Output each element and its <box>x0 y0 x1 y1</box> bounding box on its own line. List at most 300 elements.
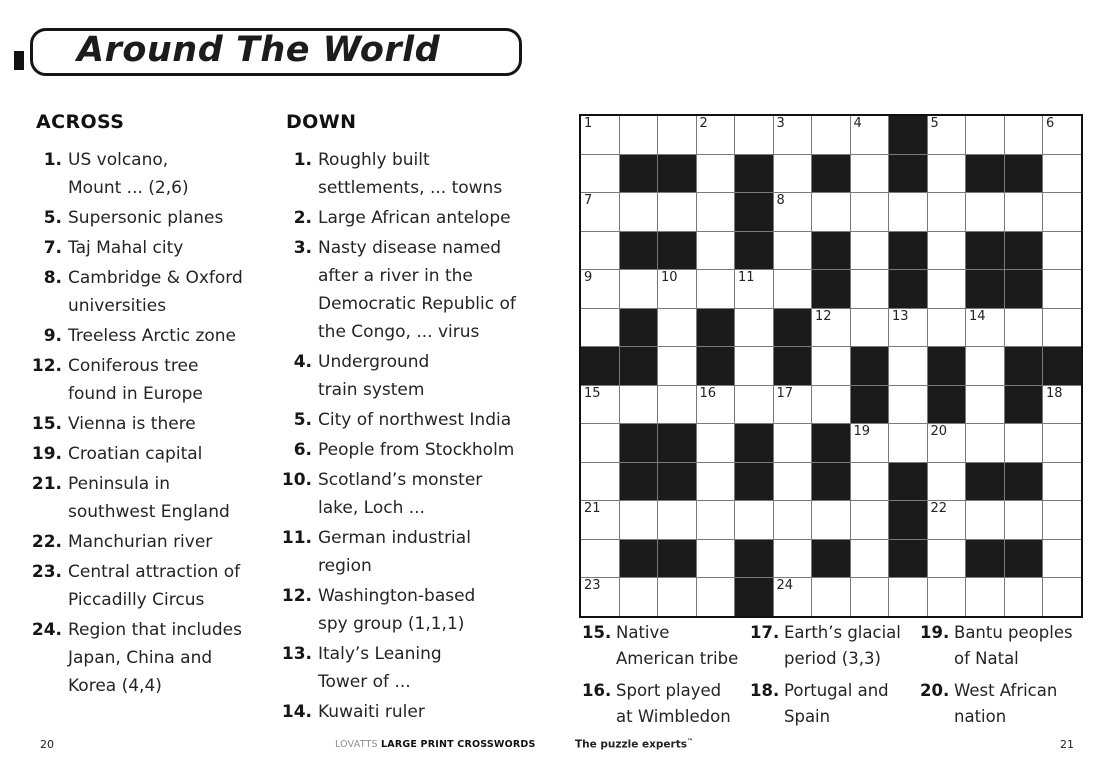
grid-cell-black <box>620 155 658 193</box>
grid-cell[interactable] <box>851 155 889 193</box>
grid-cell[interactable] <box>697 270 735 308</box>
grid-cell-black <box>581 347 619 385</box>
cell-number: 5 <box>930 116 939 131</box>
clue <box>278 234 540 346</box>
grid-cell[interactable] <box>581 155 619 193</box>
imprint <box>335 739 536 750</box>
grid-cell[interactable] <box>928 578 966 616</box>
grid-cell[interactable] <box>774 193 812 231</box>
clue-number: 15. <box>582 623 612 642</box>
grid-cell[interactable] <box>658 309 696 347</box>
grid-cell[interactable] <box>697 501 735 539</box>
clue-number: 12. <box>281 586 312 606</box>
grid-cell-black <box>774 309 812 347</box>
grid-cell[interactable] <box>966 424 1004 462</box>
grid-cell-black <box>851 347 889 385</box>
clue-number: 5. <box>43 208 62 228</box>
cell-number: 19 <box>853 424 871 439</box>
grid-cell-black <box>735 463 773 501</box>
grid-cell-black <box>812 424 850 462</box>
grid-cell[interactable] <box>1043 116 1081 154</box>
cell-number: 12 <box>815 308 832 324</box>
grid-cell[interactable] <box>889 578 927 616</box>
clue-text: Bantu peoples of Natal <box>954 623 1073 668</box>
grid-cell[interactable] <box>1005 501 1043 539</box>
clue-text: Treeless Arctic zone <box>68 326 237 346</box>
grid-cell[interactable] <box>966 578 1004 616</box>
clue-text: Vienna is there <box>68 414 196 434</box>
clue-number: 17. <box>750 623 780 642</box>
grid-cell[interactable] <box>581 463 619 501</box>
down-continued-column-2 <box>750 620 920 736</box>
grid-cell[interactable] <box>658 347 696 385</box>
grid-cell[interactable] <box>928 193 966 231</box>
grid-cell[interactable] <box>1043 193 1081 231</box>
grid-cell[interactable] <box>851 424 889 462</box>
cell-number: 4 <box>853 116 862 131</box>
clue-number: 1. <box>293 150 312 170</box>
grid-cell[interactable] <box>1043 386 1081 424</box>
grid-cell[interactable] <box>889 309 927 347</box>
grid-cell-black <box>620 424 658 462</box>
down-continued-column-3 <box>920 620 1105 736</box>
grid-cell[interactable] <box>1043 578 1081 616</box>
grid-cell[interactable] <box>812 193 850 231</box>
clue-text: Taj Mahal city <box>68 238 184 258</box>
clue <box>920 678 1105 730</box>
clue <box>278 406 540 434</box>
cell-number: 3 <box>776 116 785 131</box>
grid-cell[interactable] <box>581 309 619 347</box>
grid-cell[interactable] <box>774 116 812 154</box>
clue <box>278 524 540 580</box>
grid-cell-black <box>735 155 773 193</box>
grid-cell[interactable] <box>928 540 966 578</box>
clue-text: Native American tribe <box>616 623 739 668</box>
clue-text: Underground train system <box>318 352 430 400</box>
grid-cell[interactable] <box>889 347 927 385</box>
grid-cell[interactable] <box>735 501 773 539</box>
clue <box>750 620 920 672</box>
grid-cell-black <box>928 386 966 424</box>
imprint-series: LARGE PRINT CROSSWORDS <box>381 739 536 750</box>
grid-cell[interactable] <box>658 193 696 231</box>
clue <box>28 470 278 526</box>
grid-cell[interactable] <box>966 347 1004 385</box>
clue-text: West African nation <box>954 681 1058 726</box>
grid-cell-black <box>812 155 850 193</box>
cell-number: 22 <box>930 501 948 516</box>
grid-cell[interactable] <box>581 540 619 578</box>
cell-number: 14 <box>969 308 986 324</box>
clue-text: People from Stockholm <box>318 440 515 460</box>
grid-cell[interactable] <box>1043 540 1081 578</box>
clue-number: 5. <box>293 410 312 430</box>
grid-cell[interactable] <box>1005 116 1043 154</box>
grid-cell[interactable] <box>774 463 812 501</box>
clue <box>278 582 540 638</box>
clue-number: 23. <box>31 562 62 582</box>
grid-cell-black <box>889 501 927 539</box>
clue-text: Peninsula in southwest England <box>68 474 230 522</box>
grid-cell[interactable] <box>812 386 850 424</box>
clue-text: Washington-based spy group (1,1,1) <box>318 586 476 634</box>
grid-cell-black <box>1005 386 1043 424</box>
clue-text: Italy’s Leaning Tower of ... <box>318 644 442 692</box>
imprint-brand: LOVATTS <box>335 739 378 750</box>
grid-cell[interactable] <box>658 270 696 308</box>
grid-cell[interactable] <box>774 270 812 308</box>
grid-cell[interactable] <box>581 193 619 231</box>
clue <box>278 640 540 696</box>
page-number-left: 20 <box>40 738 54 751</box>
cell-number: 8 <box>776 193 785 208</box>
grid-cell-black <box>697 347 735 385</box>
grid-cell-black <box>697 309 735 347</box>
grid-cell-black <box>735 424 773 462</box>
grid-cell[interactable] <box>581 501 619 539</box>
grid-cell[interactable] <box>1043 309 1081 347</box>
clue-number: 9. <box>43 326 62 346</box>
clue-number: 11. <box>281 528 312 548</box>
grid-cell[interactable] <box>1043 270 1081 308</box>
grid-cell[interactable] <box>581 386 619 424</box>
grid-cell-black <box>889 155 927 193</box>
cell-number: 17 <box>776 385 794 401</box>
grid-cell-black <box>889 540 927 578</box>
grid-cell[interactable] <box>1005 424 1043 462</box>
grid-cell-black <box>658 424 696 462</box>
grid-cell-black <box>658 155 696 193</box>
grid-cell-black <box>812 540 850 578</box>
grid-cell-black <box>658 540 696 578</box>
grid-cell-black <box>735 193 773 231</box>
grid-cell[interactable] <box>966 501 1004 539</box>
cell-number: 10 <box>661 270 678 285</box>
clue <box>278 348 540 404</box>
grid-cell[interactable] <box>1005 309 1043 347</box>
grid-cell[interactable] <box>812 578 850 616</box>
grid-cell[interactable] <box>581 116 619 154</box>
across-section <box>28 111 278 702</box>
clue-number: 16. <box>582 681 612 700</box>
grid-cell-black <box>658 232 696 270</box>
grid-cell[interactable] <box>928 463 966 501</box>
grid-cell[interactable] <box>697 232 735 270</box>
clue-text: Sport played at Wimbledon <box>616 681 731 726</box>
clue-text: Roughly built settlements, ... towns <box>318 150 503 198</box>
cell-number: 2 <box>699 116 708 131</box>
grid-cell-black <box>889 116 927 154</box>
clue <box>28 528 278 556</box>
cell-number: 23 <box>584 578 601 593</box>
grid-cell[interactable] <box>581 270 619 308</box>
grid-cell[interactable] <box>658 386 696 424</box>
grid-cell-black <box>966 270 1004 308</box>
grid-cell[interactable] <box>966 386 1004 424</box>
clue <box>28 410 278 438</box>
clue <box>28 234 278 262</box>
grid-cell[interactable] <box>697 424 735 462</box>
grid-cell[interactable] <box>851 270 889 308</box>
cell-number: 15 <box>584 385 601 401</box>
clue-number: 4. <box>293 352 312 372</box>
grid-cell[interactable] <box>889 193 927 231</box>
grid-cell[interactable] <box>658 578 696 616</box>
grid-cell-black <box>620 309 658 347</box>
clue <box>28 146 278 202</box>
clue <box>28 264 278 320</box>
grid-cell-black <box>1005 347 1043 385</box>
clue-text: Scotland’s monster lake, Loch ... <box>318 470 483 518</box>
tagline <box>575 738 693 751</box>
grid-cell-black <box>889 232 927 270</box>
grid-cell-black <box>889 463 927 501</box>
clue <box>750 678 920 730</box>
grid-cell[interactable] <box>851 116 889 154</box>
grid-cell-black <box>620 540 658 578</box>
grid-cell-black <box>658 463 696 501</box>
grid-cell[interactable] <box>697 193 735 231</box>
grid-cell[interactable] <box>928 116 966 154</box>
grid-cell-black <box>812 270 850 308</box>
grid-cell-black <box>1005 540 1043 578</box>
grid-cell-black <box>774 347 812 385</box>
clue <box>28 440 278 468</box>
clue <box>278 698 540 726</box>
cell-number: 24 <box>776 578 794 593</box>
cell-number: 6 <box>1046 116 1055 131</box>
clue <box>28 322 278 350</box>
grid-cell[interactable] <box>620 270 658 308</box>
cell-number: 9 <box>584 270 593 285</box>
clue <box>28 616 278 700</box>
grid-cell-black <box>620 232 658 270</box>
clue-text: Kuwaiti ruler <box>318 702 425 722</box>
clue-text: Region that includes Japan, China and Korea (4,4) <box>68 620 242 696</box>
grid-cell[interactable] <box>581 424 619 462</box>
grid-cell[interactable] <box>774 386 812 424</box>
clue <box>278 436 540 464</box>
grid-cell[interactable] <box>620 116 658 154</box>
grid-cell-black <box>1005 155 1043 193</box>
grid-cell[interactable] <box>1005 193 1043 231</box>
grid-cell[interactable] <box>851 578 889 616</box>
down-continued-section <box>582 620 1105 736</box>
grid-cell[interactable] <box>812 501 850 539</box>
grid-cell[interactable] <box>774 424 812 462</box>
clue-number: 12. <box>31 356 62 376</box>
clue-number: 19. <box>31 444 62 464</box>
grid-cell[interactable] <box>928 424 966 462</box>
grid-cell[interactable] <box>1043 501 1081 539</box>
clue-number: 1. <box>43 150 62 170</box>
clue-number: 19. <box>920 623 950 642</box>
clue-number: 18. <box>750 681 780 700</box>
grid-cell[interactable] <box>889 424 927 462</box>
clue-number: 20. <box>920 681 950 700</box>
grid-cell[interactable] <box>1043 232 1081 270</box>
grid-cell[interactable] <box>620 578 658 616</box>
clue <box>278 466 540 522</box>
clue-text: US volcano, Mount ... (2,6) <box>68 150 189 198</box>
grid-cell-black <box>1043 347 1081 385</box>
grid-cell[interactable] <box>581 578 619 616</box>
clue-text: Cambridge & Oxford universities <box>68 268 243 316</box>
clue-text: Coniferous tree found in Europe <box>68 356 203 404</box>
grid-cell[interactable] <box>735 347 773 385</box>
clue-number: 21. <box>31 474 62 494</box>
down-heading: DOWN <box>286 111 357 133</box>
grid-cell[interactable] <box>774 155 812 193</box>
grid-cell[interactable] <box>851 309 889 347</box>
grid-cell-black <box>1005 463 1043 501</box>
grid-cell[interactable] <box>620 386 658 424</box>
clue-text: Earth’s glacial period (3,3) <box>784 623 901 668</box>
grid-cell[interactable] <box>774 540 812 578</box>
grid-cell[interactable] <box>658 501 696 539</box>
grid-cell[interactable] <box>812 347 850 385</box>
page-title: Around The World <box>77 30 441 70</box>
grid-cell-black <box>735 578 773 616</box>
grid-cell[interactable] <box>851 463 889 501</box>
clue-text: Nasty disease named after a river in the Democratic Republic of the Congo, ... virus <box>318 238 516 342</box>
grid-cell-black <box>928 347 966 385</box>
cell-number: 1 <box>584 116 593 131</box>
cell-number: 16 <box>699 385 717 401</box>
grid-cell[interactable] <box>851 540 889 578</box>
clue-number: 6. <box>293 440 312 460</box>
clue-number: 3. <box>293 238 312 258</box>
clue-text: Croatian capital <box>68 444 203 464</box>
clue-text: Central attraction of Piccadilly Circus <box>68 562 241 610</box>
cell-number: 11 <box>738 270 755 285</box>
clue-number: 8. <box>43 268 62 288</box>
down-section <box>278 111 540 728</box>
grid-cell[interactable] <box>851 501 889 539</box>
title-banner <box>30 28 522 76</box>
down-clue-list <box>278 146 540 726</box>
clue <box>278 146 540 202</box>
grid-cell[interactable] <box>928 155 966 193</box>
across-heading: ACROSS <box>36 111 125 133</box>
grid-cell[interactable] <box>966 116 1004 154</box>
grid-cell-black <box>966 463 1004 501</box>
across-clue-list <box>28 146 278 700</box>
grid-cell[interactable] <box>851 232 889 270</box>
clue-number: 22. <box>31 532 62 552</box>
grid-cell[interactable] <box>620 193 658 231</box>
page-number-right: 21 <box>1060 738 1074 751</box>
grid-cell-black <box>735 232 773 270</box>
grid-cell[interactable] <box>697 578 735 616</box>
grid-cell[interactable] <box>889 386 927 424</box>
grid-cell[interactable] <box>1043 155 1081 193</box>
grid-cell[interactable] <box>658 116 696 154</box>
grid-cell[interactable] <box>928 270 966 308</box>
grid-cell-black <box>735 540 773 578</box>
grid-cell[interactable] <box>697 155 735 193</box>
cell-number: 13 <box>892 308 909 324</box>
clue-number: 10. <box>281 470 312 490</box>
cell-number: 18 <box>1046 385 1063 401</box>
grid-cell[interactable] <box>928 232 966 270</box>
grid-cell[interactable] <box>851 193 889 231</box>
grid-cell-black <box>851 386 889 424</box>
clue-number: 7. <box>43 238 62 258</box>
grid-cell-black <box>1005 232 1043 270</box>
clue-number: 2. <box>293 208 312 228</box>
grid-cell[interactable] <box>812 116 850 154</box>
grid-cell[interactable] <box>735 309 773 347</box>
grid-cell-black <box>966 232 1004 270</box>
grid-cell[interactable] <box>697 540 735 578</box>
grid-cell[interactable] <box>928 309 966 347</box>
clue <box>28 352 278 408</box>
grid-cell-black <box>620 347 658 385</box>
grid-cell[interactable] <box>620 501 658 539</box>
grid-cell[interactable] <box>1043 463 1081 501</box>
clue <box>582 620 750 672</box>
grid-cell-black <box>812 232 850 270</box>
trademark-symbol: ™ <box>686 738 693 745</box>
grid-cell[interactable] <box>735 270 773 308</box>
grid-cell[interactable] <box>1005 578 1043 616</box>
clue-text: Manchurian river <box>68 532 213 552</box>
tagline-text: The puzzle experts <box>575 738 687 751</box>
clue-text: Portugal and Spain <box>784 681 889 726</box>
clue-text: German industrial region <box>318 528 471 576</box>
grid-cell[interactable] <box>581 232 619 270</box>
clue-number: 14. <box>281 702 312 722</box>
grid-cell[interactable] <box>735 386 773 424</box>
grid-cell[interactable] <box>966 309 1004 347</box>
page-footer <box>0 736 1107 754</box>
grid-cell-black <box>812 463 850 501</box>
clue-text: Large African antelope <box>318 208 511 228</box>
grid-cell[interactable] <box>966 193 1004 231</box>
clue-number: 15. <box>31 414 62 434</box>
grid-cell[interactable] <box>697 463 735 501</box>
clue <box>582 678 750 730</box>
grid-cell[interactable] <box>928 501 966 539</box>
cell-number: 21 <box>584 501 601 516</box>
grid-cell[interactable] <box>735 116 773 154</box>
grid-cell-black <box>889 270 927 308</box>
grid-cell-black <box>620 463 658 501</box>
clue-text: Supersonic planes <box>68 208 224 228</box>
clue-text: City of northwest India <box>318 410 512 430</box>
clue <box>28 204 278 232</box>
clue <box>920 620 1105 672</box>
grid-cell-black <box>1005 270 1043 308</box>
grid-cell-black <box>966 155 1004 193</box>
grid-cell[interactable] <box>774 232 812 270</box>
grid-cell[interactable] <box>697 116 735 154</box>
cell-number: 20 <box>930 424 948 439</box>
grid-cell[interactable] <box>774 578 812 616</box>
grid-cell[interactable] <box>774 501 812 539</box>
down-continued-column-1 <box>582 620 750 736</box>
cell-number: 7 <box>584 193 593 208</box>
clue-number: 24. <box>31 620 62 640</box>
grid-cell[interactable] <box>1043 424 1081 462</box>
crossword-grid <box>579 114 1083 618</box>
print-artifact-mark <box>14 51 24 70</box>
grid-cell[interactable] <box>697 386 735 424</box>
clue-number: 13. <box>281 644 312 664</box>
grid-cell[interactable] <box>812 309 850 347</box>
